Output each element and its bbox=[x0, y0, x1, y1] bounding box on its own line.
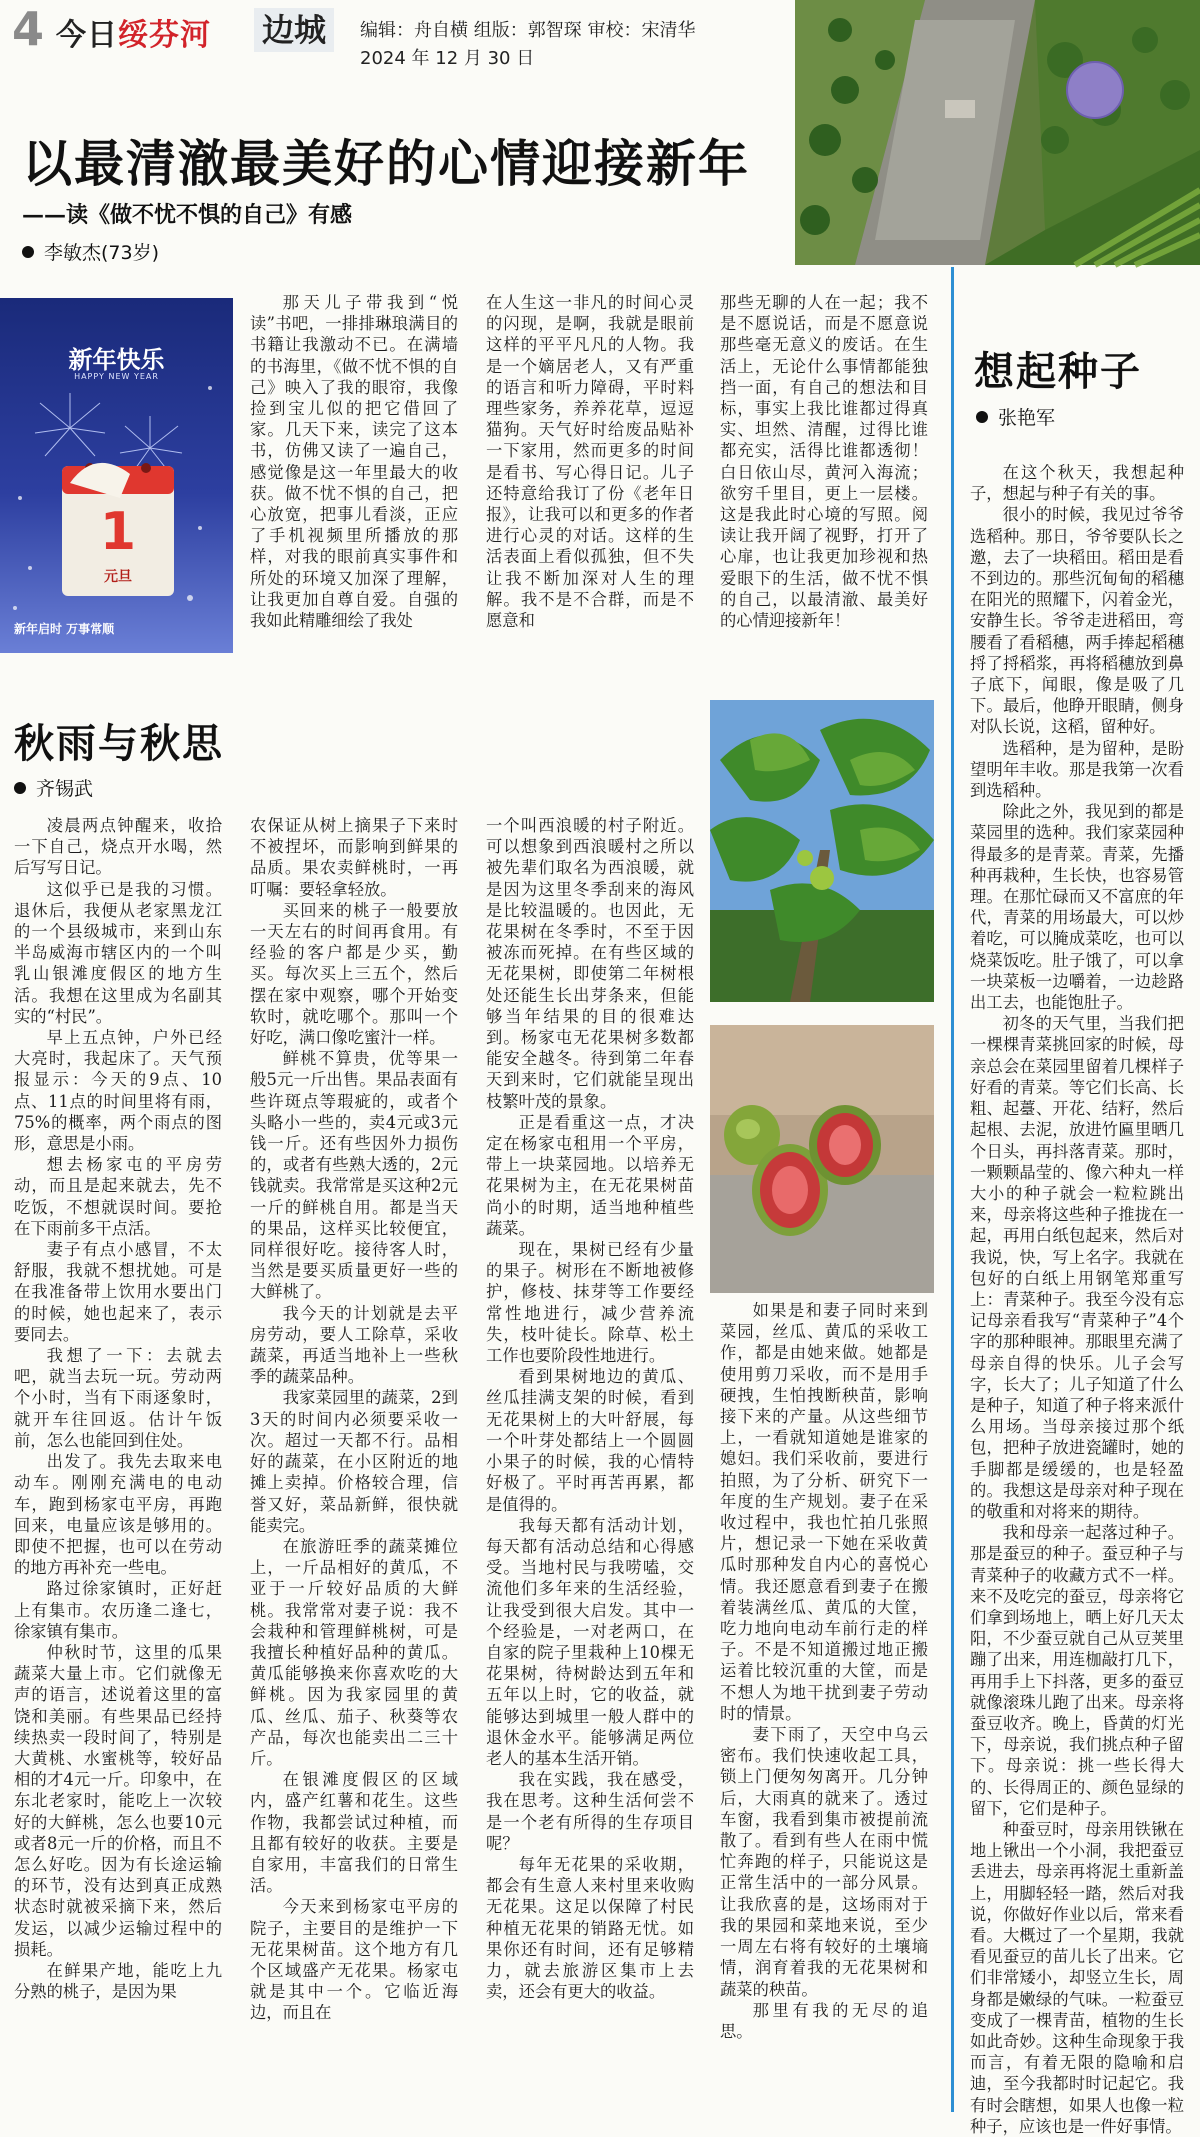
fig-tree-photo bbox=[710, 700, 934, 1002]
paragraph: 路过徐家镇时，正好赶上有集市。农历逢二逢七，徐家镇有集市。 bbox=[14, 1579, 222, 1641]
paragraph: 那天儿子带我到“悦读”书吧，一排排琳琅满目的书籍让我激动不已。在满墙的书海里，《做不忧不惧的自己》映入了我的眼帘，我像捡到宝儿似的把它借回了家。几天下来，读完了这本书，仿佛又读了一遍自己，感觉像是这一年里最大的收获。做不忧不惧的自己，把心放宽，把事儿看淡，正应了手机视频里所播放的那样，对我的眼前真实事件和所处的环境又加深了理解，让我更加自尊自爱。自强的我如此精雕细绘了我处 bbox=[250, 293, 458, 631]
paragraph: 我今天的计划就是去平房劳动，要人工除草，采收蔬菜，再适当地补上一些秋季的蔬菜品种。 bbox=[250, 1303, 458, 1387]
article2-column-1 bbox=[14, 815, 222, 2110]
new-year-card bbox=[0, 298, 233, 653]
page-number: 4 bbox=[12, 2, 45, 56]
paragraph: 我家菜园里的蔬菜，2到3天的时间内必须要采收一次。超过一天都不行。品相好的蔬菜，在小区附近的地摊上卖掉。价格较合理，信誉又好，菜品新鲜，很快就能卖完。 bbox=[250, 1388, 458, 1535]
fig-fruit-photo bbox=[710, 1025, 934, 1293]
editors-line: 编辑：舟自横 组版：郭智琛 审校：宋清华 bbox=[360, 20, 696, 41]
paragraph: 现在，果树已经有少量的果子。树形在不断地被修护，修枝、抹芽等工作要经常性地进行，减少营养流失，枝叶徒长。除草、松土工作也要阶段性地进行。 bbox=[486, 1240, 694, 1366]
paragraph: 在这个秋天，我想起种子，想起与种子有关的事。 bbox=[970, 463, 1184, 504]
paragraph: 妻下雨了，天空中乌云密布。我们快速收起工具，锁上门便匆匆离开。几分钟后，大雨真的就来了。透过车窗，我看到集市被提前流散了。看到有些人在雨中慌忙奔跑的样子，只能说这是正常生活中的一部分风景。让我欣喜的是，这场雨对于我的果园和菜地来说，至少一周左右将有较好的土壤墒情，润育着我的无花果树和蔬菜的秧苗。 bbox=[720, 1725, 928, 1999]
paragraph: 今天来到杨家屯平房的院子，主要目的是维护一下无花果树苗。这个地方有几个区域盛产无花果。杨家屯就是其中一个。它临近海边，而且在 bbox=[250, 1897, 458, 2023]
paragraph: 看到果树地边的黄瓜、丝瓜挂满支架的时候，看到无花果树上的大叶舒展，每一个叶芽处都结上一个圆圆小果子的时候，我的心情特好极了。平时再苦再累，都是值得的。 bbox=[486, 1367, 694, 1514]
article2-column-2 bbox=[250, 815, 458, 2110]
headline: 以最清澈最美好的心情迎接新年 bbox=[22, 134, 750, 193]
paragraph: 在人生这一非凡的时间心灵的闪现，是啊，我就是眼前这样的平平凡凡的人物。我是一个嫡居老人，又有严重的语言和听力障碍，平时料理些家务，养养花草，逗逗猫狗。天气好时给废品贴补一下家用，然而更多的时间是看书、写心得日记。儿子还特意给我订了份《老年日报》，让我可以和更多的作者进行心灵的对话。这样的生活表面上看似孤独，但不失让我不断加深对人生的理解。我不是不合群，而是不愿意和 bbox=[486, 293, 694, 631]
paragraph: 在旅游旺季的蔬菜摊位上，一斤品相好的黄瓜，不亚于一斤较好品质的大鲜桃。我常常对妻子说：我不会栽种和管理鲜桃树，可是我擅长种植好品种的黄瓜。黄瓜能够换来你喜欢吃的大鲜桃。因为我家园里的黄瓜、丝瓜、茄子、秋葵等农产品，每次也能卖出二三十斤。 bbox=[250, 1536, 458, 1768]
paragraph: 农保证从树上摘果子下来时不被捏坏，而影响到鲜果的品质。果农卖鲜桃时，一再叮嘱：要轻拿轻放。 bbox=[250, 816, 458, 899]
section-name: 边城 bbox=[254, 8, 334, 52]
card-footer: 新年启时 万事常顺 bbox=[14, 622, 115, 636]
paragraph: 妻子有点小感冒，不太舒服，我就不想扰她。可是在我准备带上饮用水要出门的时候，她也起来了，表示要同去。 bbox=[14, 1240, 222, 1344]
paragraph: 每年无花果的采收期，都会有生意人来村里来收购无花果。这足以保障了村民种植无花果的销路无忧。如果你还有时间，还有足够精力，就去旅游区集市上去卖，还会有更大的收益。 bbox=[486, 1854, 694, 2002]
article2-column-4 bbox=[720, 1300, 928, 2110]
masthead bbox=[0, 0, 795, 72]
issue-date: 2024 年 12 月 30 日 bbox=[360, 48, 535, 69]
paragraph: 初冬的天气里，当我们把一棵棵青菜挑回家的时候，母亲总会在菜园里留着几棵样子好看的青菜。等它们长高、长粗、起薹、开花、结籽，然后起根、去泥，放进竹匾里晒几个日头，再抖落青菜。那时，一颗颗晶莹的、像六种丸一样大小的种子就会一粒粒跳出来，母亲将这些种子推拢在一起，再用白纸包起来，然后对我说，快，写上名字。我就在包好的白纸上用钢笔郑重写上：青菜种子。我至今没有忘记母亲看我写“青菜种子”4个字的那种眼神。那眼里充满了母亲自得的快乐。儿子会写字，长大了；儿子知道了什么是种子，知道了种子将来派什么用场。当母亲接过那个纸包，把种子放进瓷罐时，她的手脚都是缓缓的，也是轻盈的。我想这是母亲对种子现在的敬重和对将来的期待。 bbox=[970, 1014, 1184, 1521]
paragraph: 我每天都有活动计划，每天都有活动总结和心得感受。当地村民与我唠嗑，交流他们多年来的生活经验，让我受到很大启发。其中一个经验是，一对老两口，在自家的院子里栽种上10棵无花果树，待树龄达到五年和五年以上时，它的收益，就能够达到城里一般人群中的退休金水平。能够满足两位老人的基本生活开销。 bbox=[486, 1515, 694, 1768]
bullet-icon bbox=[14, 782, 26, 794]
article2-title: 秋雨与秋思 bbox=[14, 720, 224, 767]
paragraph: 在鲜果产地，能吃上九分熟的桃子，是因为果 bbox=[14, 1960, 222, 2002]
paragraph: 我在实践，我在感受，我在思考。这种生活何尝不是一个老有所得的生存项目呢？ bbox=[486, 1770, 694, 1853]
article3-title: 想起种子 bbox=[974, 348, 1142, 395]
paragraph: 买回来的桃子一般要放一天左右的时间再食用。有经验的客户都是少买，勤买。每次买上三五个，然后摆在家中观察，哪个开始变软时，就吃哪个。那叫一个好吃，满口像吃蜜汁一样。 bbox=[250, 900, 458, 1048]
paragraph: 种蚕豆时，母亲用铁锹在地上锹出一个小洞，我把蚕豆丢进去，母亲再将泥土重新盖上，用脚轻轻一踏，然后对我说，你做好作业以后，常来看看。大概过了一个星期，我就看见蚕豆的苗儿长了出来。它们非常矮小，却竖立生长，周身都是嫩绿的气味。一粒蚕豆变成了一棵青苗，植物的生长如此奇妙。这种生命现象于我而言，有着无限的隐喻和启迪，至今我都时时记起它。我有时会瞎想，如果人也像一粒种子，应该也是一件好事情。 bbox=[970, 1820, 1184, 2136]
article1-column-2 bbox=[486, 292, 694, 654]
paragraph: 那些无聊的人在一起；我不是不愿说话，而是不愿意说那些毫无意义的废话。在生活上，无论什么事情都能独挡一面，有自己的想法和目标，事实上我比谁都过得真实、坦然、清醒，过得比谁都充实，活得比谁都透彻！白日依山尽，黄河入海流；欲穷千里目，更上一层楼。这是我此时心境的写照。阅读让我开阔了视野，打开了心扉，也让我更加珍视和热爱眼下的生活，做不忧不惧的自己，以最清澈、最美好的心情迎接新年！ bbox=[720, 293, 928, 631]
article2-column-3 bbox=[486, 815, 694, 2110]
article1-column-3 bbox=[720, 292, 928, 654]
paragraph: 选稻种，是为留种，是盼望明年丰收。那是我第一次看到选稻种。 bbox=[970, 738, 1184, 801]
paragraph: 在银滩度假区的区域内，盛产红薯和花生。这些作物，我都尝试过种植，而且都有较好的收获。主要是自家用，丰富我们的日常生活。 bbox=[250, 1770, 458, 1896]
article1-column-1 bbox=[250, 292, 458, 654]
byline-author: 李敏杰(73岁) bbox=[44, 242, 160, 264]
card-title: 新年快乐 bbox=[68, 346, 165, 374]
aerial-farm-photo bbox=[795, 0, 1200, 265]
byline bbox=[22, 238, 159, 265]
article2-byline bbox=[14, 774, 93, 801]
byline-author: 齐锡武 bbox=[36, 778, 94, 800]
article3-body bbox=[970, 462, 1184, 2136]
paper-name-prefix: 今日 bbox=[56, 18, 118, 53]
paragraph: 想去杨家屯的平房劳动，而且是起来就去，先不吃饭，不想就误时间。要抢在下雨前多干点活。 bbox=[14, 1155, 222, 1238]
paragraph: 出发了。我先去取来电动车。刚刚充满电的电动车，跑到杨家屯平房，再跑回来，电量应该是够用的。即使不把握，也可以在劳动的地方再补充一些电。 bbox=[14, 1452, 222, 1578]
paragraph: 凌晨两点钟醒来，收拾一下自己，烧点开水喝，然后写写日记。 bbox=[14, 816, 222, 878]
article3-byline bbox=[976, 403, 1055, 430]
byline-author: 张艳军 bbox=[998, 407, 1056, 429]
paragraph: 鲜桃不算贵，优等果一般5元一斤出售。果品表面有些许斑点等瑕疵的，或者个头略小一些的，卖4元或3元钱一斤。还有些因外力损伤的，或者有些熟大透的，2元钱就卖。我常常是买这种2元一斤的鲜桃自用。都是当天的果品，这样买比较便宜，同样很好吃。接待客人时，当然是要买质量更好一些的大鲜桃了。 bbox=[250, 1049, 458, 1302]
paragraph: 那里有我的无尽的追思。 bbox=[720, 2000, 928, 2041]
column-divider bbox=[951, 267, 954, 2112]
card-subtitle: HAPPY NEW YEAR bbox=[74, 372, 159, 381]
calendar-label: 元旦 bbox=[104, 569, 132, 585]
paragraph: 早上五点钟，户外已经大亮时，我起床了。天气预报显示：今天的9点、10点、11点的时间里将有雨，75%的概率，两个雨点的图形，意思是小雨。 bbox=[14, 1028, 222, 1154]
bullet-icon bbox=[976, 411, 988, 423]
paragraph: 一个叫西浪暖的村子附近。可以想象到西浪暖村之所以被先辈们取名为西浪暖，就是因为这里冬季刮来的海风是比较温暖的。也因此，无花果树在冬季时，不至于因被冻而死掉。在有些区域的无花果树，即使第二年树根处还能生长出芽条来，但能够当年结果的目的很难达到。杨家屯无花果树多数都能安全越冬。待到第二年春天到来时，它们就能呈现出枝繁叶茂的景象。 bbox=[486, 816, 694, 1111]
calendar-day: 1 bbox=[99, 502, 137, 562]
paragraph: 我和母亲一起落过种子。那是蚕豆的种子。蚕豆种子与青菜种子的收藏方式不一样。来不及吃完的蚕豆，母亲将它们拿到场地上，晒上好几天太阳，不少蚕豆就自己从豆荚里蹦了出来，用连枷敲打几下，再用手上下抖落，更多的蚕豆就像滚珠儿跑了出来。母亲将蚕豆收齐。晚上，昏黄的灯光下，母亲说，我们挑点种子留下。母亲说：挑一些长得大的、长得周正的、颜色显绿的留下，它们是种子。 bbox=[970, 1523, 1184, 1818]
paragraph: 我想了一下：去就去吧，就当去玩一玩。劳动两个小时，当有下雨逐象时，就开车往回返。估计午饭前，怎么也能回到住处。 bbox=[14, 1346, 222, 1450]
paragraph: 除此之外，我见到的都是菜园里的选种。我们家菜园种得最多的是青菜。青菜，先播种再栽种，生长快，也容易管理。在那忙碌而又不富庶的年代，青菜的用场最大，可以炒着吃，可以腌成菜吃，也可以烧菜饭吃。肚子饿了，可以拿一块菜板一边嚼着，一边趁路出工去，也能饱肚子。 bbox=[970, 802, 1184, 1013]
paragraph: 仲秋时节，这里的瓜果蔬菜大量上市。它们就像无声的语言，述说着这里的富饶和美丽。有些果品已经持续热卖一段时间了，特别是大黄桃、水蜜桃等，较好品相的才4元一斤。印象中，在东北老家时，能吃上一次较好的大鲜桃，怎么也要10元或者8元一斤的价格，而且不怎么好吃。因为有长途运输的环节，没有达到真正成熟状态时就被采摘下来，然后发运，以减少运输过程中的损耗。 bbox=[14, 1642, 222, 1959]
subheadline: ——读《做不忧不惧的自己》有感 bbox=[22, 202, 353, 228]
paragraph: 这似乎已是我的习惯。退休后，我便从老家黑龙江的一个县级城市，来到山东半岛威海市辖区内的一个叫乳山银滩度假区的地方生活。我想在这里成为名副其实的“村民”。 bbox=[14, 879, 222, 1026]
paper-name bbox=[56, 10, 211, 54]
paragraph: 正是看重这一点，才决定在杨家屯租用一个平房，带上一块菜园地。以培养无花果树为主，在无花果树苗尚小的时期，适当地种植些蔬菜。 bbox=[486, 1112, 694, 1238]
paper-name-accent: 绥芬河 bbox=[118, 18, 211, 53]
bullet-icon bbox=[22, 246, 34, 258]
paragraph: 很小的时候，我见过爷爷选稻种。那日，爷爷要队长之邀，去了一块稻田。稻田是看不到边的。那些沉甸甸的稻穗在阳光的照耀下，闪着金光，安静生长。爷爷走进稻田，弯腰看了看稻穗，两手捧起稻穗捋了捋稻浆，再将稻穗放到鼻子底下，闻眼，像是吸了几下。最后，他睁开眼睛，侧身对队长说，这稻，留种好。 bbox=[970, 505, 1184, 737]
paragraph: 如果是和妻子同时来到菜园，丝瓜、黄瓜的采收工作，都是由她来做。她都是使用剪刀采收，而不是用手硬拽，生怕拽断秧苗，影响接下来的产量。从这些细节上，一看就知道她是谁家的媳妇。我们采收前，要进行拍照，为了分析、研究下一年度的生产规划。妻子在采收过程中，我也忙拍几张照片，想记录一下她在采收黄瓜时那种发自内心的喜悦心情。我还愿意看到妻子在搬着装满丝瓜、黄瓜的大筐，吃力地向电动车前行走的样子。不是不知道搬过地正搬运着比较沉重的大筐，而是不想人为地干扰到妻子劳动时的情景。 bbox=[720, 1301, 928, 1723]
